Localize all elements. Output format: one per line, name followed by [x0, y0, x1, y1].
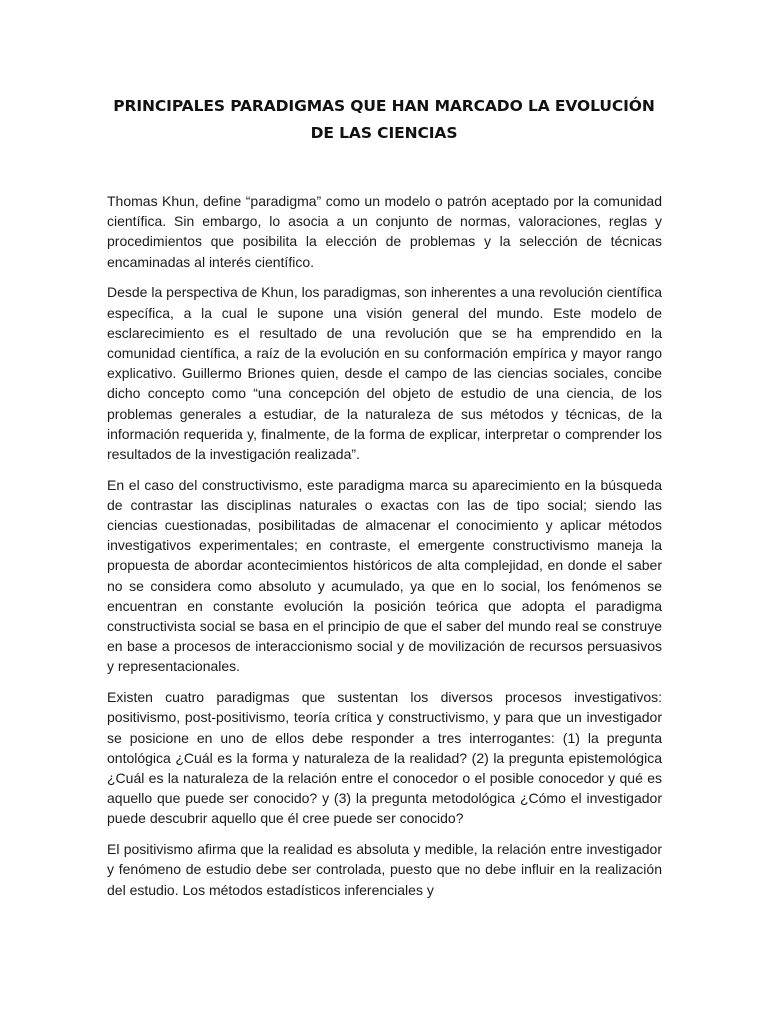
paragraph-positivism: El positivismo afirma que la realidad es absoluta y medible, la relación entre investigador y fenómeno de estudio debe ser controlada, puesto que no debe influir en la realización del estudio. Los métodos estadísticos inferenciales y: [107, 841, 662, 898]
paragraph-khun-definition: Thomas Khun, define “paradigma” como un modelo o patrón aceptado por la comunidad científica. Sin embargo, lo asocia a un conjunto de normas, valoraciones, reglas y procedimientos que posibilita la elección de problemas y la selección de técnicas encaminadas al interés científico.: [107, 193, 662, 270]
paragraph-four-paradigms: Existen cuatro paradigmas que sustentan los diversos procesos investigativos: positivismo, post-positivismo, teoría crítica y constructivismo, y para que un investigador se posicione en uno de ellos debe responder a tres interrogantes: (1) la pregunta ontológica ¿Cuál es la forma y naturaleza de la realidad? (2) la pregunta epistemológica ¿Cuál es la naturaleza de la relación entre el conocedor o el posible conocedor y qué es aquello que puede ser conocido? y (3) la pregunta metodológica ¿Cómo el investigador puede descubrir aquello que él cree puede ser conocido?: [107, 689, 662, 827]
paragraph-constructivism: En el caso del constructivismo, este paradigma marca su aparecimiento en la búsqueda de contrastar las disciplinas naturales o exactas con las de tipo social; siendo las ciencias cuestionadas, posibilitadas de almacenar el conocimiento y aplicar métodos investigativos experimentales; en contraste, el emergente constructivismo maneja la propuesta de abordar acontecimientos históricos de alta complejidad, en donde el saber no se considera como absoluto y acumulado, ya que en lo social, los fenómenos se encuentran en constante evolución la posición teórica que adopta el paradigma constructivista social se basa en el principio de que el saber del mundo real se construye en base a procesos de interaccionismo social y de movilización de recursos persuasivos y representacionales.: [107, 476, 662, 675]
document-body: [107, 191, 662, 910]
paragraph-khun-perspective: Desde la perspectiva de Khun, los paradigmas, son inherentes a una revolución científica específica, a la cual le supone una visión general del mundo. Este modelo de esclarecimiento es el resultado de una revolución que se ha emprendido en la comunidad científica, a raíz de la evolución en su conformación empírica y mayor rango explicativo. Guillermo Briones quien, desde el campo de las ciencias sociales, concibe dicho concepto como “una concepción del objeto de estudio de una ciencia, de los problemas generales a estudiar, de la naturaleza de sus métodos y técnicas, de la información requerida y, finalmente, de la forma de explicar, interpretar o comprender los resultados de la investigación realizada”.: [107, 284, 662, 462]
page-title: [100, 93, 668, 147]
title-line-1: PRINCIPALES PARADIGMAS QUE HAN MARCADO LA EVOLUCIÓN: [113, 97, 655, 115]
title-line-2: DE LAS CIENCIAS: [310, 124, 458, 142]
